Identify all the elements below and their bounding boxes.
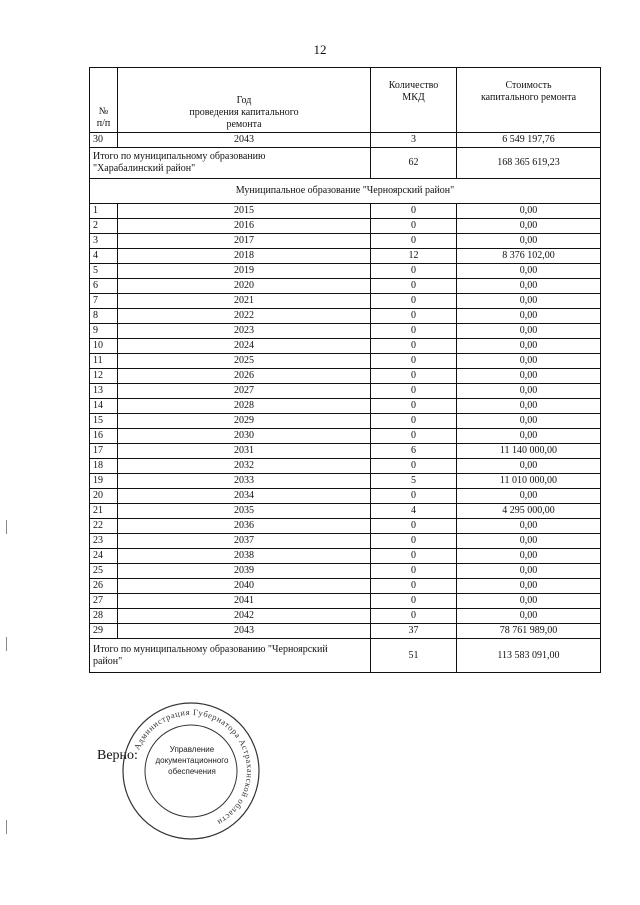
row-cost: 0,00 <box>457 339 601 354</box>
scan-edge-mark <box>6 637 7 651</box>
table-row <box>90 309 601 324</box>
row-quantity: 0 <box>371 324 457 339</box>
row-cost: 0,00 <box>457 369 601 384</box>
row-cost: 0,00 <box>457 579 601 594</box>
row-year: 2024 <box>118 339 371 354</box>
total-row-kharabali <box>90 148 601 179</box>
total-cost: 113 583 091,00 <box>457 639 601 673</box>
header-year: Год проведения капитального ремонта <box>118 68 371 133</box>
row-number: 24 <box>90 549 118 564</box>
row-quantity: 0 <box>371 204 457 219</box>
scan-edge-mark <box>6 820 7 834</box>
row-cost: 0,00 <box>457 609 601 624</box>
row-number: 12 <box>90 369 118 384</box>
row-quantity: 0 <box>371 399 457 414</box>
row-year: 2038 <box>118 549 371 564</box>
table-row <box>90 564 601 579</box>
row-year: 2037 <box>118 534 371 549</box>
table-row <box>90 249 601 264</box>
row-year: 2029 <box>118 414 371 429</box>
row-quantity: 6 <box>371 444 457 459</box>
row-year: 2022 <box>118 309 371 324</box>
row-quantity: 0 <box>371 549 457 564</box>
row-number: 13 <box>90 384 118 399</box>
row-quantity: 5 <box>371 474 457 489</box>
header-number: № п/п <box>90 68 118 133</box>
row-cost: 8 376 102,00 <box>457 249 601 264</box>
table-row <box>90 133 601 148</box>
row-year: 2025 <box>118 354 371 369</box>
row-number: 21 <box>90 504 118 519</box>
row-quantity: 0 <box>371 264 457 279</box>
row-cost: 78 761 989,00 <box>457 624 601 639</box>
row-quantity: 0 <box>371 459 457 474</box>
section-title: Муниципальное образование "Черноярский район" <box>90 179 601 204</box>
capital-repair-table <box>89 67 601 673</box>
row-number: 29 <box>90 624 118 639</box>
row-cost: 11 010 000,00 <box>457 474 601 489</box>
row-number: 4 <box>90 249 118 264</box>
row-year: 2023 <box>118 324 371 339</box>
row-cost: 0,00 <box>457 204 601 219</box>
row-number: 17 <box>90 444 118 459</box>
total-row-chernoyar <box>90 639 601 673</box>
row-quantity: 0 <box>371 294 457 309</box>
row-year: 2039 <box>118 564 371 579</box>
row-number: 23 <box>90 534 118 549</box>
row-number: 9 <box>90 324 118 339</box>
total-label: Итого по муниципальному образованию "Черноярский район" <box>90 639 371 673</box>
total-cost: 168 365 619,23 <box>457 148 601 179</box>
row-year: 2020 <box>118 279 371 294</box>
row-cost: 0,00 <box>457 384 601 399</box>
row-cost: 0,00 <box>457 279 601 294</box>
row-quantity: 0 <box>371 534 457 549</box>
table-row <box>90 414 601 429</box>
stamp-ring-text: Администрация Губернатора Астраханской области <box>131 706 256 828</box>
table-row <box>90 549 601 564</box>
row-cost: 0,00 <box>457 534 601 549</box>
row-year: 2027 <box>118 384 371 399</box>
table-row <box>90 279 601 294</box>
row-year: 2032 <box>118 459 371 474</box>
row-quantity: 0 <box>371 234 457 249</box>
row-number: 22 <box>90 519 118 534</box>
row-cost: 0,00 <box>457 414 601 429</box>
table-row <box>90 399 601 414</box>
table-row <box>90 324 601 339</box>
row-year: 2034 <box>118 489 371 504</box>
row-year: 2035 <box>118 504 371 519</box>
row-cost: 0,00 <box>457 219 601 234</box>
row-quantity: 0 <box>371 429 457 444</box>
table-row <box>90 519 601 534</box>
table-row <box>90 384 601 399</box>
row-quantity: 0 <box>371 219 457 234</box>
row-number: 20 <box>90 489 118 504</box>
table-row <box>90 504 601 519</box>
table-row <box>90 204 601 219</box>
header-cost: Стоимость капитального ремонта <box>457 68 601 133</box>
row-quantity: 4 <box>371 504 457 519</box>
table-row <box>90 534 601 549</box>
row-quantity: 0 <box>371 369 457 384</box>
row-number: 18 <box>90 459 118 474</box>
row-year: 2036 <box>118 519 371 534</box>
row-number: 5 <box>90 264 118 279</box>
table-row <box>90 264 601 279</box>
row-cost: 0,00 <box>457 234 601 249</box>
table-row <box>90 459 601 474</box>
row-cost: 4 295 000,00 <box>457 504 601 519</box>
table-row <box>90 354 601 369</box>
row-cost: 0,00 <box>457 309 601 324</box>
row-year: 2030 <box>118 429 371 444</box>
row-year: 2021 <box>118 294 371 309</box>
row-number: 8 <box>90 309 118 324</box>
row-cost: 0,00 <box>457 459 601 474</box>
row-year: 2028 <box>118 399 371 414</box>
table-header <box>90 68 601 133</box>
row-quantity: 37 <box>371 624 457 639</box>
row-quantity: 0 <box>371 309 457 324</box>
row-number: 16 <box>90 429 118 444</box>
row-quantity: 0 <box>371 384 457 399</box>
table-row <box>90 294 601 309</box>
row-cost: 0,00 <box>457 294 601 309</box>
row-year: 2031 <box>118 444 371 459</box>
row-cost: 0,00 <box>457 594 601 609</box>
row-year: 2043 <box>118 133 371 148</box>
row-cost: 6 549 197,76 <box>457 133 601 148</box>
row-quantity: 3 <box>371 133 457 148</box>
row-year: 2041 <box>118 594 371 609</box>
page-number: 12 <box>313 42 327 57</box>
row-number: 27 <box>90 594 118 609</box>
stamp-center-text: Управление документационного обеспечения <box>155 745 229 776</box>
table-row <box>90 474 601 489</box>
row-cost: 0,00 <box>457 519 601 534</box>
row-quantity: 0 <box>371 339 457 354</box>
row-year: 2033 <box>118 474 371 489</box>
row-cost: 0,00 <box>457 399 601 414</box>
row-quantity: 0 <box>371 564 457 579</box>
table-row <box>90 579 601 594</box>
row-number: 19 <box>90 474 118 489</box>
table-row <box>90 219 601 234</box>
row-quantity: 0 <box>371 579 457 594</box>
row-cost: 0,00 <box>457 324 601 339</box>
row-number: 14 <box>90 399 118 414</box>
row-number: 30 <box>90 133 118 148</box>
table-row <box>90 234 601 249</box>
row-quantity: 0 <box>371 279 457 294</box>
total-quantity: 51 <box>371 639 457 673</box>
row-number: 28 <box>90 609 118 624</box>
table-row <box>90 624 601 639</box>
table-row <box>90 609 601 624</box>
row-quantity: 0 <box>371 414 457 429</box>
row-number: 10 <box>90 339 118 354</box>
row-number: 1 <box>90 204 118 219</box>
header-quantity: Количество МКД <box>371 68 457 133</box>
scan-edge-mark <box>6 520 7 534</box>
row-year: 2018 <box>118 249 371 264</box>
row-year: 2015 <box>118 204 371 219</box>
table-row <box>90 369 601 384</box>
row-year: 2042 <box>118 609 371 624</box>
table-row <box>90 429 601 444</box>
table-row <box>90 339 601 354</box>
row-cost: 0,00 <box>457 429 601 444</box>
table-row <box>90 444 601 459</box>
row-quantity: 0 <box>371 609 457 624</box>
row-number: 25 <box>90 564 118 579</box>
row-year: 2043 <box>118 624 371 639</box>
row-quantity: 0 <box>371 489 457 504</box>
row-year: 2040 <box>118 579 371 594</box>
row-number: 26 <box>90 579 118 594</box>
row-year: 2016 <box>118 219 371 234</box>
row-number: 3 <box>90 234 118 249</box>
total-label: Итого по муниципальному образованию "Харабалинский район" <box>90 148 371 179</box>
total-quantity: 62 <box>371 148 457 179</box>
table-row <box>90 489 601 504</box>
row-quantity: 12 <box>371 249 457 264</box>
row-quantity: 0 <box>371 519 457 534</box>
row-number: 7 <box>90 294 118 309</box>
row-year: 2026 <box>118 369 371 384</box>
row-cost: 0,00 <box>457 354 601 369</box>
row-year: 2019 <box>118 264 371 279</box>
row-cost: 0,00 <box>457 264 601 279</box>
row-number: 15 <box>90 414 118 429</box>
section-header-row <box>90 179 601 204</box>
row-cost: 0,00 <box>457 549 601 564</box>
row-number: 11 <box>90 354 118 369</box>
row-quantity: 0 <box>371 354 457 369</box>
table-row <box>90 594 601 609</box>
certification-label: Верно: <box>97 748 138 763</box>
row-number: 2 <box>90 219 118 234</box>
row-year: 2017 <box>118 234 371 249</box>
row-cost: 11 140 000,00 <box>457 444 601 459</box>
row-quantity: 0 <box>371 594 457 609</box>
row-number: 6 <box>90 279 118 294</box>
row-cost: 0,00 <box>457 489 601 504</box>
row-cost: 0,00 <box>457 564 601 579</box>
